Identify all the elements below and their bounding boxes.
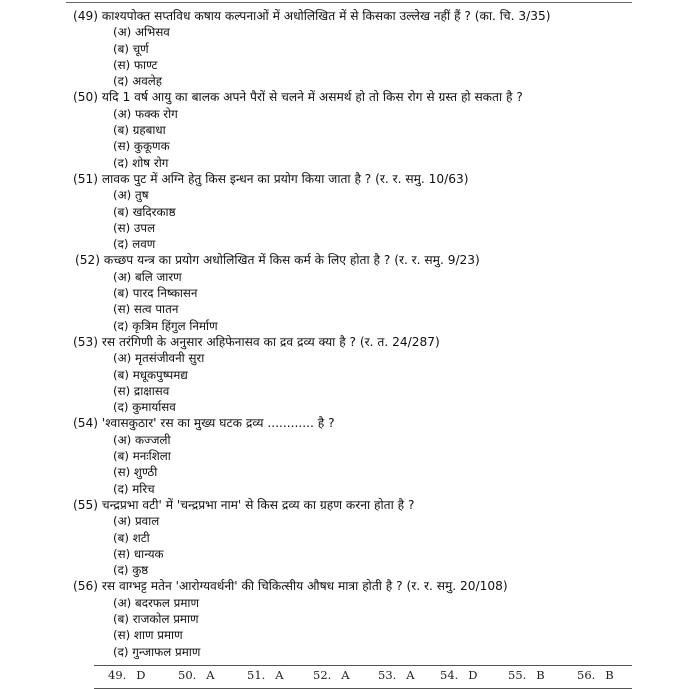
option-list	[0, 350, 680, 415]
answer-key-bar	[94, 665, 632, 689]
option-b: (ब) शटी	[113, 530, 150, 545]
answer-number: 51.	[247, 668, 266, 682]
answer-number: 56.	[577, 668, 596, 682]
option-b: (ब) मनःशिला	[113, 449, 171, 464]
option-a: (अ) बलि जारण	[113, 269, 182, 284]
question-stem: (49) काश्यपोक्त सप्तविध कषाय कल्पनाओं में अधोलिखित में से किसका उल्लेख नहीं हैं ? (का. चि. 3/35)	[73, 9, 551, 23]
answer-number: 52.	[313, 668, 332, 682]
option-c: (स) कुकूणक	[113, 139, 170, 154]
option-list	[0, 106, 680, 171]
answer-letter: D	[136, 668, 146, 682]
option-c: (स) द्राक्षासव	[113, 383, 170, 398]
question-50	[0, 89, 680, 170]
option-d: (द) मरिच	[113, 481, 155, 496]
answer-letter: A	[206, 668, 215, 682]
option-a: (अ) मृतसंजीवनी सुरा	[113, 351, 205, 366]
option-c: (स) फाण्ट	[113, 57, 158, 72]
option-list	[0, 24, 680, 89]
question-list	[0, 8, 680, 660]
question-56	[0, 578, 680, 659]
option-b: (ब) राजकोल प्रमाण	[113, 611, 199, 626]
option-c: (स) सत्व पातन	[113, 302, 179, 317]
option-d: (द) शोष रोग	[113, 155, 169, 170]
answer-53	[378, 668, 415, 682]
answer-54	[440, 668, 478, 682]
option-b: (ब) चूर्ण	[113, 41, 149, 56]
question-49	[0, 8, 680, 89]
answer-letter: A	[341, 668, 350, 682]
option-c: (स) शुण्ठी	[113, 465, 158, 480]
option-list	[0, 513, 680, 578]
question-52	[0, 252, 680, 333]
option-a: (अ) तुष	[113, 188, 149, 203]
question-55	[0, 497, 680, 578]
option-d: (द) कुमार्यासव	[113, 400, 176, 415]
option-c: (स) शाण प्रमाण	[113, 628, 183, 643]
option-a: (अ) बदरफल प्रमाण	[113, 595, 199, 610]
option-list	[0, 269, 680, 334]
answer-letter: B	[536, 668, 545, 682]
answer-letter: D	[468, 668, 478, 682]
option-d: (द) अवलेह	[113, 74, 163, 89]
option-list	[0, 432, 680, 497]
option-a: (अ) फक्क रोग	[113, 106, 178, 121]
question-stem: (50) यदि 1 वर्ष आयु का बालक अपने पैरों से चलने में असमर्थ हो तो किस रोग से ग्रस्त हो सकता है ?	[73, 90, 523, 105]
answer-number: 49.	[108, 668, 127, 682]
option-b: (ब) ग्रहबाधा	[113, 123, 166, 138]
question-53	[0, 334, 680, 415]
option-a: (अ) कज्जली	[113, 432, 171, 447]
answer-56	[577, 668, 614, 682]
option-b: (ब) मधूकपुष्पमद्य	[113, 367, 188, 382]
question-stem: (53) रस तरंगिणी के अनुसार अहिफेनासव का द्रव द्रव्य क्या है ? (र. त. 24/287)	[73, 334, 440, 349]
answer-number: 53.	[378, 668, 397, 682]
top-rule	[66, 2, 632, 3]
answer-letter: B	[605, 668, 614, 682]
option-b: (ब) खदिरकाष्ठ	[113, 204, 176, 219]
question-stem: (56) रस वाग्भट्ट मतेन 'आरोग्यवर्धनी' की चिकित्सीय औषध मात्रा होती है ? (र. र. समु. 20/108)	[73, 579, 508, 594]
question-51	[0, 171, 680, 252]
option-c: (स) उपल	[113, 220, 156, 235]
option-d: (द) कृत्रिम हिंगुल निर्माण	[113, 318, 218, 333]
option-b: (ब) पारद निष्कासन	[113, 286, 198, 301]
answer-55	[508, 668, 545, 682]
question-stem: (54) 'श्वासकुठार' रस का मुख्य घटक द्रव्य ............ है ?	[73, 416, 335, 431]
question-stem: (51) लावक पुट में अग्नि हेतु किस इन्धन का प्रयोग किया जाता है ? (र. र. समु. 10/63)	[73, 171, 469, 186]
option-a: (अ) प्रवाल	[113, 514, 160, 529]
answer-49	[108, 668, 146, 682]
answer-letter: A	[275, 668, 284, 682]
option-list	[0, 187, 680, 252]
answer-50	[178, 668, 215, 682]
answer-number: 55.	[508, 668, 527, 682]
answer-52	[313, 668, 350, 682]
answer-letter: A	[406, 668, 415, 682]
question-54	[0, 415, 680, 496]
option-c: (स) धान्यक	[113, 546, 164, 561]
answer-51	[247, 668, 284, 682]
option-d: (द) लवण	[113, 237, 156, 252]
question-stem: (55) चन्द्रप्रभा वटी' में 'चन्द्रप्रभा नाम' से किस द्रव्य का ग्रहण करना होता है ?	[73, 497, 415, 512]
option-d: (द) कुष्ठ	[113, 563, 149, 578]
answer-number: 54.	[440, 668, 459, 682]
option-a: (अ) अभिसव	[113, 25, 170, 40]
answer-number: 50.	[178, 668, 197, 682]
question-stem: (52) कच्छप यन्त्र का प्रयोग अधोलिखित में किस कर्म के लिए होता है ? (र. र. समु. 9/23)	[75, 253, 480, 268]
option-list	[0, 595, 680, 660]
option-d: (द) गुन्जाफल प्रमाण	[113, 644, 201, 659]
